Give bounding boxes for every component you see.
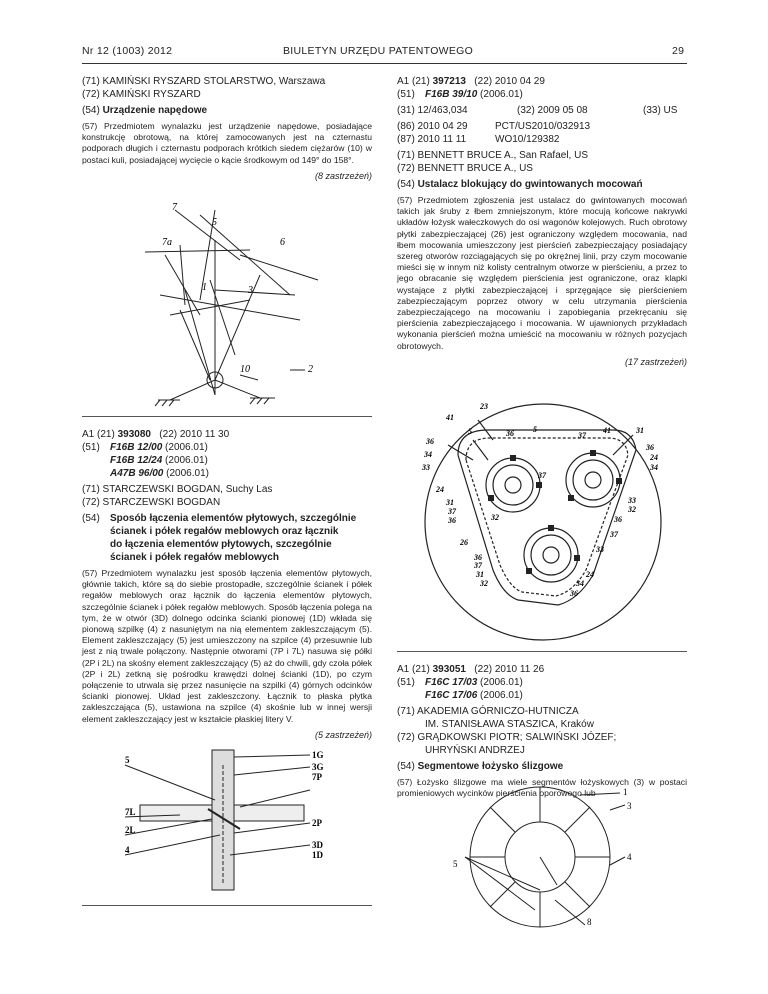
fig-label: 37 — [610, 530, 618, 539]
patent-title: Ustalacz blokujący do gwintowanych mocowań — [417, 179, 643, 190]
fig-label: 32 — [628, 505, 636, 514]
fig-label: 26 — [460, 538, 468, 547]
application-number: 393051 — [432, 664, 466, 675]
fig-label: 24 — [436, 485, 444, 494]
applicant: (71) KAMIŃSKI RYSZARD STOLARSTWO, Warszawa — [82, 76, 326, 87]
fig-label: 33 — [596, 545, 604, 554]
inventor: (72) KAMIŃSKI RYSZARD — [82, 89, 201, 100]
title-line: (54) Urządzenie napędowe — [82, 105, 208, 116]
entry-kaminski — [82, 75, 372, 183]
ipc-line: (51) F16B 39/10 (2006.01) — [397, 89, 523, 100]
fig-label: 6 — [280, 237, 285, 248]
fig-label: 2 — [308, 364, 313, 375]
applicant: (71) BENNETT BRUCE A., San Rafael, US — [397, 150, 588, 161]
entry-agh — [397, 663, 687, 799]
locking-retainer-drawing — [418, 400, 668, 645]
fig-label: 10 — [240, 364, 250, 375]
fig-label: 41 — [446, 413, 454, 422]
application-line: A1 (21) 397213 (22) 2010 04 29 — [397, 76, 545, 87]
fig-label: 2L — [125, 825, 136, 835]
applicant-cont: IM. STANISŁAWA STASZICA, Kraków — [425, 719, 594, 730]
fig-label: 5 — [468, 427, 472, 436]
bearing-drawing — [445, 785, 645, 935]
fig-label: 36 — [570, 589, 578, 598]
fig-label: 33 — [422, 463, 430, 472]
fig-label: 7 — [172, 202, 177, 213]
fig-label: 24 — [586, 570, 594, 579]
fig-label: 36 — [646, 443, 654, 452]
fig-label: 3G — [312, 762, 324, 772]
fig-label: 7L — [125, 807, 136, 817]
inventor-cont: UHRYŃSKI ANDRZEJ — [425, 745, 525, 756]
fig-label: 36 — [448, 516, 456, 525]
application-line: A1 (21) 393051 (22) 2010 11 26 — [397, 664, 545, 675]
fig-label: 37 — [474, 561, 482, 570]
fig-label: 4 — [627, 852, 632, 862]
fig-label: 1 — [623, 787, 628, 797]
fig-label: 1 — [202, 282, 207, 293]
title-line: do łączenia elementów płytowych, szczególnie — [110, 539, 332, 550]
inventor: (72) STARCZEWSKI BOGDAN — [82, 497, 221, 508]
claims-count: (17 zastrzeżeń) — [624, 356, 687, 367]
title-line: (54) Ustalacz blokujący do gwintowanych mocowań — [397, 179, 643, 190]
fig-label: 23 — [480, 402, 488, 411]
fig-label: 5 — [453, 859, 458, 869]
fig-label: 7P — [312, 772, 322, 782]
priority-line: (31) 12/463,034 (32) 2009 05 08 (33) US — [397, 105, 678, 116]
pct-line: (86) 2010 04 29 PCT/US2010/032913 — [397, 121, 591, 132]
patent-title: Segmentowe łożysko ślizgowe — [417, 761, 564, 772]
entry-divider — [82, 905, 372, 906]
fig-label: 24 — [650, 453, 658, 462]
fig-label: 33 — [628, 496, 636, 505]
header-rule — [82, 63, 687, 64]
fig-label: 5 — [212, 217, 217, 228]
fig-label: 36 — [426, 437, 434, 446]
issue-number: Nr 12 (1003) 2012 — [82, 45, 173, 57]
title-line: ścianek i półek regałów meblowych oraz łącznik — [110, 526, 339, 537]
fig-label: 3D — [312, 840, 323, 850]
ipc-line: (51) F16B 12/00 (2006.01) — [82, 442, 208, 453]
fig-label: 2P — [312, 818, 322, 828]
entry-bennett — [397, 75, 687, 369]
fig-label: 7a — [162, 237, 172, 248]
pub-line: (87) 2010 11 11 WO10/129382 — [397, 134, 560, 145]
fig-label: 34 — [650, 463, 658, 472]
fig-label: 37 — [448, 507, 456, 516]
fig-label: 5 — [533, 425, 537, 434]
fig-label: 36 — [614, 515, 622, 524]
fig-label: 31 — [476, 570, 484, 579]
fig-label: 31 — [446, 498, 454, 507]
abstract: (57) Przedmiotem wynalazku jest urządzenie napędowe, posiadające konstrukcję obrotową, na której zamocowanych jest na czternastu podporach długich i czternastu podporach krótkich siedem ciężarów (10) w postaci kuli, posiadającej wycięcie o kącie środkowym od 149° do 158°. — [82, 121, 372, 165]
joint-drawing — [120, 745, 350, 895]
patent-title: Urządzenie napędowe — [102, 105, 208, 116]
abstract: (57) Przedmiotem zgłoszenia jest ustalacz do gwintowanych mocowań takich jak śruby z łbem zmniejszonym, które mocują końcowe nakrywki układów łożysk wałeczkowych do osi wagonów kolejowych. Ruch obrotowy płytki zabezpieczającej (26) jest ograniczony względem mocowania, nad łbem mocowania umieszczony jest pierścień zabezpieczający posiadający szereg otworów rozciągających się po okrężnej linii, przy czym mocowanie mieści się w innym niż kolisty centralnym otworze w pierścieniu, a przez to jego obracanie się względem pierścienia jest ograniczone, oraz klapki wystające z płytki zabezpieczającej i sprzęgające się pierścieniem zabezpieczającym poprzez otwory w celu utrzymania pierścienia zabezpieczającego na mocowaniu i zapobiegania przekręcaniu się pierścienia zabezpieczającego i mocowania. W ujawnionych przykładach wykonania pierścień można umieścić na mocowaniu w różnych pozycjach obrotowych. — [397, 195, 687, 351]
fig-label: 32 — [480, 579, 488, 588]
claims-count: (8 zastrzeżeń) — [314, 170, 372, 181]
application-line: A1 (21) 393080 (22) 2010 11 30 — [82, 429, 230, 440]
title-line: (54) Segmentowe łożysko ślizgowe — [397, 761, 564, 772]
fig-label: 5 — [125, 755, 130, 765]
fig-label: 4 — [125, 845, 130, 855]
entry-starczewski — [82, 428, 372, 742]
fig-label: 34 — [424, 450, 432, 459]
entry-divider — [82, 416, 372, 417]
inventor: (72) GRĄDKOWSKI PIOTR; SALWIŃSKI JÓZEF; — [397, 732, 617, 743]
abstract: (57) Łożysko ślizgowe ma wiele segmentów łożyskowych (3) w postaci promieniowych wycinków pierścienia oporowego lub — [397, 777, 687, 799]
fig-label: 34 — [576, 579, 584, 588]
fig-label: 3 — [248, 285, 253, 296]
fig-label: 8 — [587, 917, 592, 927]
title-line: ścianek i półek regałów meblowych — [110, 552, 279, 563]
applicant: (71) STARCZEWSKI BOGDAN, Suchy Las — [82, 484, 273, 495]
fig-label: 1G — [312, 750, 324, 760]
claims-count: (5 zastrzeżeń) — [314, 729, 372, 740]
ipc-line: F16B 12/24 (2006.01) — [110, 455, 208, 466]
application-number: 397213 — [432, 76, 466, 87]
fig-label: 1D — [312, 850, 323, 860]
inventor: (72) BENNETT BRUCE A., US — [397, 163, 533, 174]
ipc-line: A47B 96/00 (2006.01) — [110, 468, 209, 479]
fig-label: 31 — [636, 426, 644, 435]
abstract: (57) Przedmiotem wynalazku jest sposób łączenia elementów płytowych, głównie takich, które są do siebie prostopadłe, szczególnie ścianek i półek regałów meblowych oraz łącznik do łączenia elementów płytowych, szczególnie ścianek i półek regałów meblowych. Sposób łączenia polega na tym, że w otwór (3D) dolnego odcinka ścianki pionowej (1D) wkłada się pionową szpilkę (4) z nasuniętym na nią elementem zakleszczającym (5). Element zakleszczający (5) jest umieszczony na szpilce (4) przesuwnie lub jest z nią trwale połączony. Następnie otworami (7P i 7L) nasuwa się półki (2P i 2L) na skośny element zakleszczający (5) aż do chwili, gdy czoła półek (2P i 2L) zetkną się pośrodku krawędzi dolnej ścianki (1D), po czym połączenie to utrwala się przez nasunięcie na szpilki (4) górnych odcinków ścianki pionowej. Układ jest zakleszczony. Łącznik to płaska płytka zakleszczająca (5), ustawiona na szpilce (4) skośnie lub w innej wersji element zakleszczający jest w kształcie płaskiej litery V. — [82, 568, 372, 724]
ipc-line: (51) F16C 17/03 (2006.01) — [397, 677, 523, 688]
application-number: 393080 — [117, 429, 151, 440]
applicant: (71) AKADEMIA GÓRNICZO-HUTNICZA — [397, 706, 579, 717]
ipc-line: F16C 17/06 (2006.01) — [425, 690, 523, 701]
fig-label: 37 — [578, 431, 586, 440]
fig-label: 3 — [627, 801, 632, 811]
entry-divider — [397, 651, 687, 652]
fig-label: 36 — [506, 429, 514, 438]
drive-device-drawing — [140, 200, 330, 410]
fig-label: 37 — [538, 471, 546, 480]
journal-title: BIULETYN URZĘDU PATENTOWEGO — [283, 45, 474, 57]
page-number: 29 — [672, 45, 685, 57]
fig-label: 32 — [491, 513, 499, 522]
fig-label: 36 — [474, 553, 482, 562]
fig-label: 41 — [603, 426, 611, 435]
title-line: (54) Sposób łączenia elementów płytowych, szczególnie — [82, 513, 357, 524]
